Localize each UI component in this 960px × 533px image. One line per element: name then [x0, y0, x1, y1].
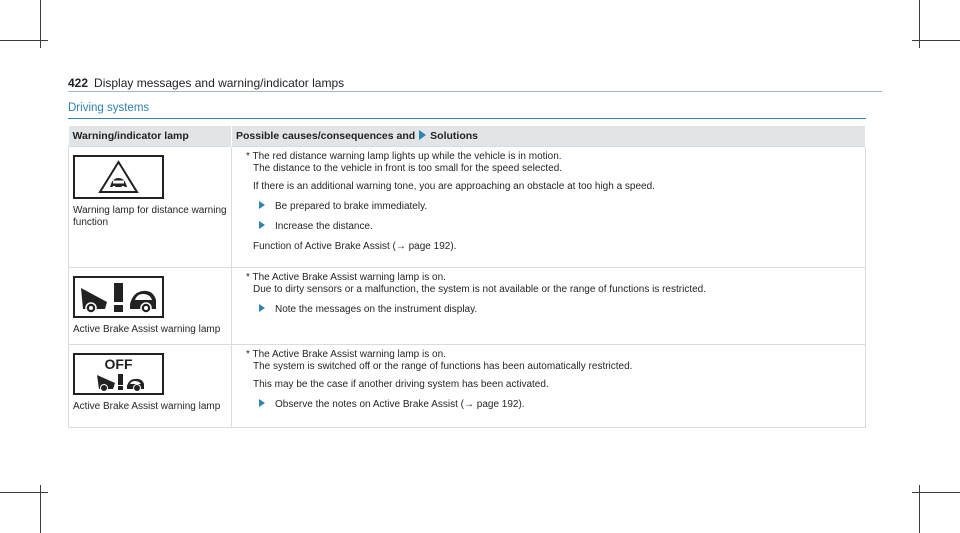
active-brake-assist-warning-icon — [73, 276, 164, 318]
cause-cell — [232, 147, 866, 268]
active-brake-assist-off-icon — [73, 353, 164, 395]
arrow-right-icon — [419, 130, 426, 140]
solution-item — [259, 221, 861, 233]
solution-item — [259, 304, 861, 316]
lamp-cell — [69, 147, 232, 268]
solution-item — [259, 201, 861, 213]
cause-cell — [232, 345, 866, 428]
distance-warning-triangle-icon — [73, 155, 164, 199]
lamp-cell — [69, 345, 232, 428]
column-header-solutions-label: Solutions — [430, 130, 479, 142]
cross-reference[interactable]: Function of Active Brake Assist (→ page 192). — [253, 241, 457, 252]
table-row — [69, 268, 866, 345]
cause-cell — [232, 268, 866, 345]
cause-line: The distance to the vehicle in front is too small for the speed selected. — [253, 163, 563, 174]
cause-line: If there is an additional warning tone, you are approaching an obstacle at too high a speed. — [253, 181, 655, 192]
table-header-row — [69, 126, 866, 147]
solution-text: Increase the distance. — [275, 221, 373, 232]
solution-text: Note the messages on the instrument display. — [275, 304, 478, 315]
column-header-causes-label: Possible causes/consequences and — [236, 130, 416, 142]
solution-text: Observe the notes on Active Brake Assist (→ page 192). — [275, 399, 525, 410]
section-divider — [68, 118, 866, 119]
solution-text: Be prepared to brake immediately. — [275, 201, 428, 212]
solution-item — [259, 399, 861, 411]
cause-line: Due to dirty sensors or a malfunction, the system is not available or the range of functions is restricted. — [253, 284, 706, 295]
page-number: 422 — [68, 76, 89, 90]
section-title: Driving systems — [68, 102, 150, 114]
cause-text — [246, 151, 861, 175]
lamp-label: Active Brake Assist warning lamp — [73, 401, 221, 412]
lamp-off-text: OFF — [104, 356, 133, 372]
cause-text — [246, 272, 861, 296]
lamp-label: Active Brake Assist warning lamp — [73, 324, 221, 335]
table-row — [69, 345, 866, 428]
table-row — [69, 147, 866, 268]
warning-lamp-table — [68, 126, 866, 428]
lamp-label: Warning lamp for distance warning function — [73, 205, 227, 228]
bullet-arrow-icon — [259, 304, 265, 312]
bullet-arrow-icon — [259, 221, 265, 229]
crop-mark — [0, 492, 48, 493]
cause-line: * The red distance warning lamp lights up while the vehicle is in motion. — [246, 151, 562, 162]
column-header-lamp: Warning/indicator lamp — [69, 126, 232, 147]
page-header — [68, 76, 344, 90]
cause-line: The system is switched off or the range of functions has been automatically restricted. — [253, 361, 633, 372]
cause-text — [246, 349, 861, 373]
cause-line: This may be the case if another driving system has been activated. — [253, 379, 549, 390]
crop-mark — [0, 40, 48, 41]
crop-mark — [912, 492, 960, 493]
running-title: Display messages and warning/indicator lamps — [94, 76, 345, 90]
crop-mark — [912, 40, 960, 41]
column-header-causes — [232, 126, 866, 147]
cause-line: * The Active Brake Assist warning lamp is on. — [246, 349, 446, 360]
bullet-arrow-icon — [259, 399, 265, 407]
header-divider — [68, 91, 882, 92]
lamp-cell — [69, 268, 232, 345]
cause-line: * The Active Brake Assist warning lamp is on. — [246, 272, 446, 283]
bullet-arrow-icon — [259, 201, 265, 209]
